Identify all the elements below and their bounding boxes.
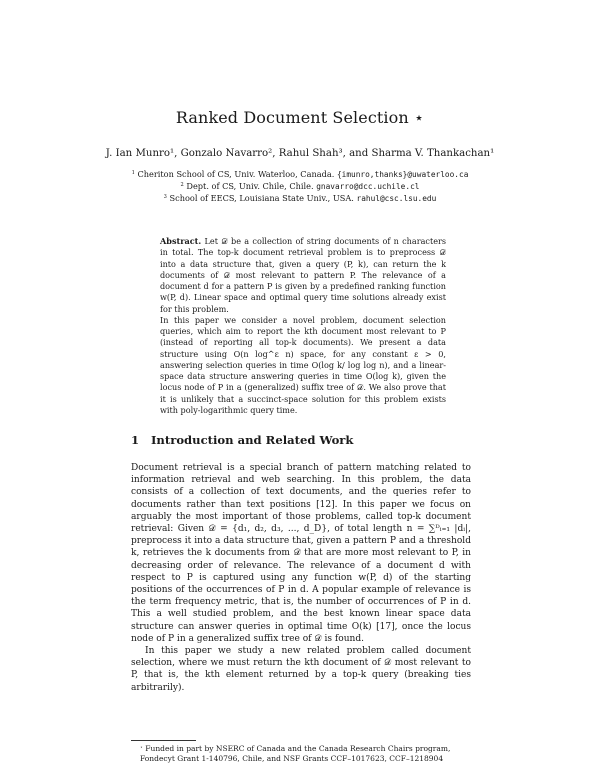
affiliation-marker: 2 (180, 182, 184, 189)
section-number: 1 (131, 433, 140, 447)
affiliation-text: Cheriton School of CS, Univ. Waterloo, Canada. (137, 169, 335, 179)
affiliation-text: School of EECS, Louisiana State Univ., USA. (169, 193, 354, 203)
affiliation-email: rahul@csc.lsu.edu (356, 194, 437, 203)
footnote-marker: ⋆ (140, 745, 143, 751)
footnote-rule (131, 740, 196, 741)
abstract-text-1: Let 𝒟 be a collection of string documents of n characters in total. The top-k document retrieval problem is to preprocess 𝒟 into a data structure that, given a query (P, k), can return the k documents of 𝒟 most relevant to pattern P. The relevance of a document d for a pattern P is given by a predefined ranking function w(P, d). Linear space and optimal query time solutions already exist for this problem. (160, 236, 447, 314)
section-body (131, 462, 471, 694)
affiliation-3 (0, 193, 600, 203)
abstract (160, 236, 446, 416)
footnote-text: Funded in part by NSERC of Canada and the Canada Research Chairs program, Fondecyt Grant 1-140796, Chile, and NSF Grants CCF–1017623, CCF–1218904 (140, 744, 451, 763)
paper-title: Ranked Document Selection ⋆ (175, 108, 425, 127)
affiliation-email: gnavarro@dcc.uchile.cl (316, 182, 420, 191)
affiliation-1 (0, 169, 600, 179)
affiliation-text: Dept. of CS, Univ. Chile, Chile. (186, 181, 314, 191)
affiliation-2 (0, 181, 600, 191)
body-paragraph-2: In this paper we study a new related problem called document selection, where we must return the kth document of 𝒟 most relevant to P, that is, the kth element returned by a top-k query (breaking ties arbitrarily). (131, 646, 471, 693)
abstract-paragraph-2: In this paper we consider a novel problem, document selection queries, which aim to report the kth document most relevant to P (instead of reporting all top-k documents). We present a data structure using O(n log^ε n) space, for any constant ε > 0, answering selection queries in time O(log k/ log log n), and a linear-space data structure answering queries in time O(log k), given the locus node of P in a (generalized) suffix tree of 𝒟. We also prove that it is unlikely that a succinct-space solution for this problem exists with poly-logarithmic query time. (160, 314, 446, 415)
author-list: J. Ian Munro¹, Gonzalo Navarro², Rahul Shah³, and Sharma V. Thankachan¹ (105, 148, 495, 159)
section-heading (131, 433, 353, 447)
affiliation-marker: 1 (131, 170, 135, 177)
affiliation-marker: 3 (163, 194, 167, 201)
affiliation-email: {imunro,thanks}@uwaterloo.ca (336, 170, 469, 179)
footnote (131, 744, 471, 764)
abstract-paragraph-1 (160, 236, 446, 315)
abstract-heading: Abstract. (160, 236, 202, 246)
section-title: Introduction and Related Work (151, 433, 354, 447)
body-paragraph-1: Document retrieval is a special branch of pattern matching related to information retrieval and web searching. In this problem, the data consists of a collection of text documents, and the queries refer to documents rather than text positions [12]. In this paper we focus on arguably the most important of those problems, called top-k document retrieval: Given 𝒟 = {d₁, d₂, d₃, ..., d_D}, of total length n = ∑ᴰᵢ₌₁ |dᵢ|, preprocess it into a data structure that, given a pattern P and a threshold k, retrieves the k documents from 𝒟 that are more most relevant to P, in decreasing order of relevance. The relevance of a document d with respect to P is captured using any function w(P, d) of the starting positions of the occurrences of P in d. A popular example of relevance is the term frequency metric, that is, the number of occurrences of P in d. This a well studied problem, and the best known linear space data structure can answer queries in optimal time O(k) [17], once the locus node of P in a generalized suffix tree of 𝒟 is found. (131, 463, 471, 644)
